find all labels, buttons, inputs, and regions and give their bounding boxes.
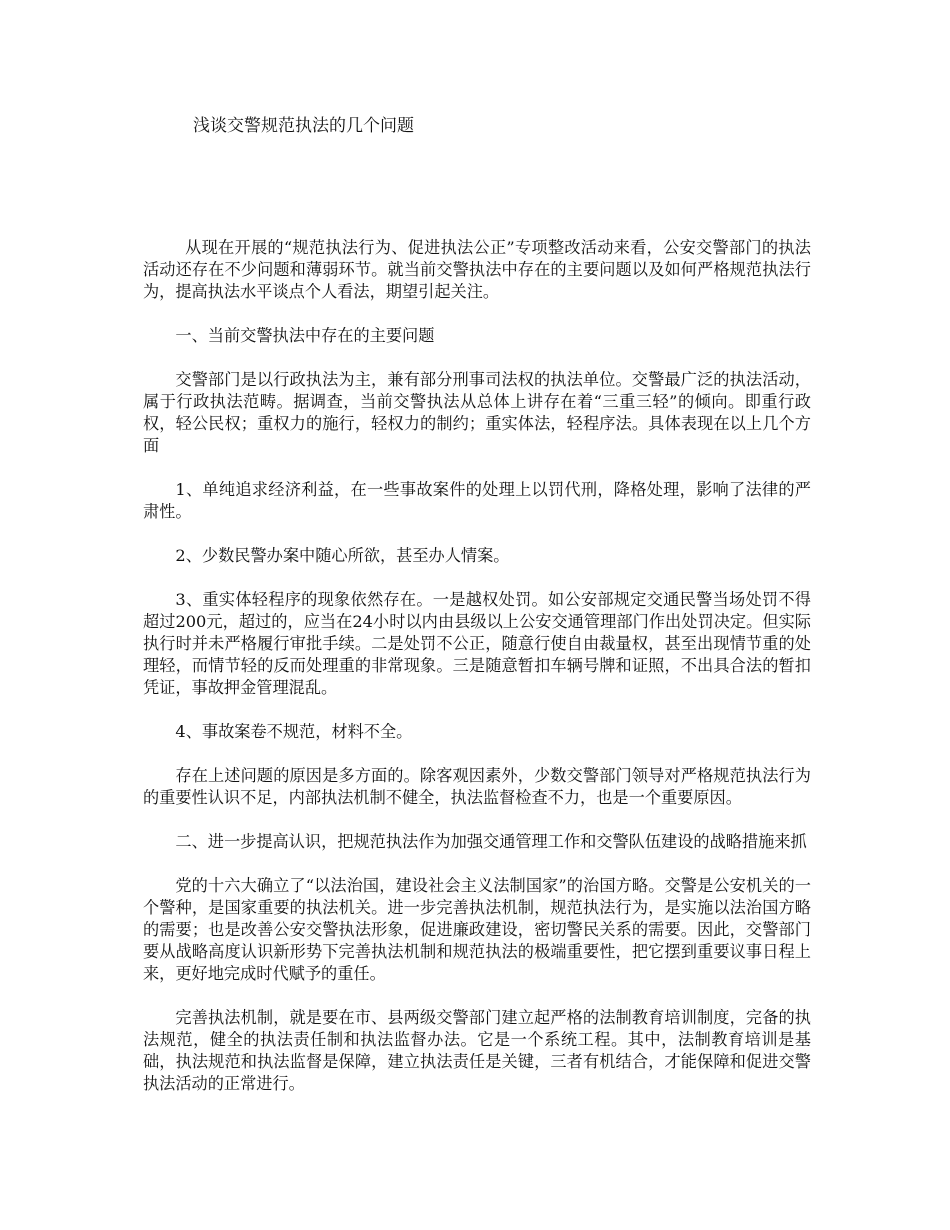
paragraph: 党的十六大确立了“以法治国，建设社会主义法制国家”的治国方略。交警是公安机关的一个警种，是国家重要的执法机关。进一步完善执法机制，规范执法行为，是实施以法治国方略的需要；也是改善公安交警执法形象，促进廉政建设，密切警民关系的需要。因此，交警部门要从战略高度认识新形势下完善执法机制和规范执法的极端重要性，把它摆到重要议事日程上来，更好地完成时代赋予的重任。	[143, 876, 811, 983]
list-item-1: 1、单纯追求经济利益，在一些事故案件的处理上以罚代刑，降格处理，影响了法律的严肃性。	[143, 480, 811, 521]
paragraph: 交警部门是以行政执法为主，兼有部分刑事司法权的执法单位。交警最广泛的执法活动，属于行政执法范畴。据调查，当前交警执法从总体上讲存在着“三重三轻”的倾向。即重行政权，轻公民权；重权力的施行，轻权力的制约；重实体法，轻程序法。具体表现在以上几个方面	[143, 370, 811, 455]
paragraph: 完善执法机制，就是要在市、县两级交警部门建立起严格的法制教育培训制度，完备的执法规范，健全的执法责任制和执法监督办法。它是一个系统工程。其中，法制教育培训是基础，执法规范和执法监督是保障，建立执法责任是关键，三者有机结合，才能保障和促进交警执法活动的正常进行。	[143, 1008, 811, 1093]
list-item-3: 3、重实体轻程序的现象依然存在。一是越权处罚。如公安部规定交通民警当场处罚不得超过200元，超过的，应当在24小时以内由县级以上公安交通管理部门作出处罚决定。但实际执行时并未严格履行审批手续。二是处罚不公正，随意行使自由裁量权，甚至出现情节重的处理轻，而情节轻的反而处理重的非常现象。三是随意暂扣车辆号牌和证照，不出具合法的暂扣凭证，事故押金管理混乱。	[143, 590, 811, 697]
section-heading-2: 二、进一步提高认识，把规范执法作为加强交通管理工作和交警队伍建设的战略措施来抓	[175, 832, 807, 851]
section-heading-1: 一、当前交警执法中存在的主要问题	[175, 326, 435, 345]
paragraph: 存在上述问题的原因是多方面的。除客观因素外，少数交警部门领导对严格规范执法行为的重要性认识不足，内部执法机制不健全，执法监督检查不力，也是一个重要原因。	[143, 766, 811, 807]
list-item-4: 4、事故案卷不规范，材料不全。	[175, 722, 413, 741]
document-title: 浅谈交警规范执法的几个问题	[193, 116, 414, 136]
document-body	[143, 237, 811, 1117]
list-item-2: 2、少数民警办案中随心所欲，甚至办人情案。	[175, 546, 510, 565]
paragraph-intro: 从现在开展的“规范执法行为、促进执法公正”专项整改活动来看，公安交警部门的执法活动还存在不少问题和薄弱环节。就当前交警执法中存在的主要问题以及如何严格规范执法行为，提高执法水平谈点个人看法，期望引起关注。	[143, 238, 811, 301]
